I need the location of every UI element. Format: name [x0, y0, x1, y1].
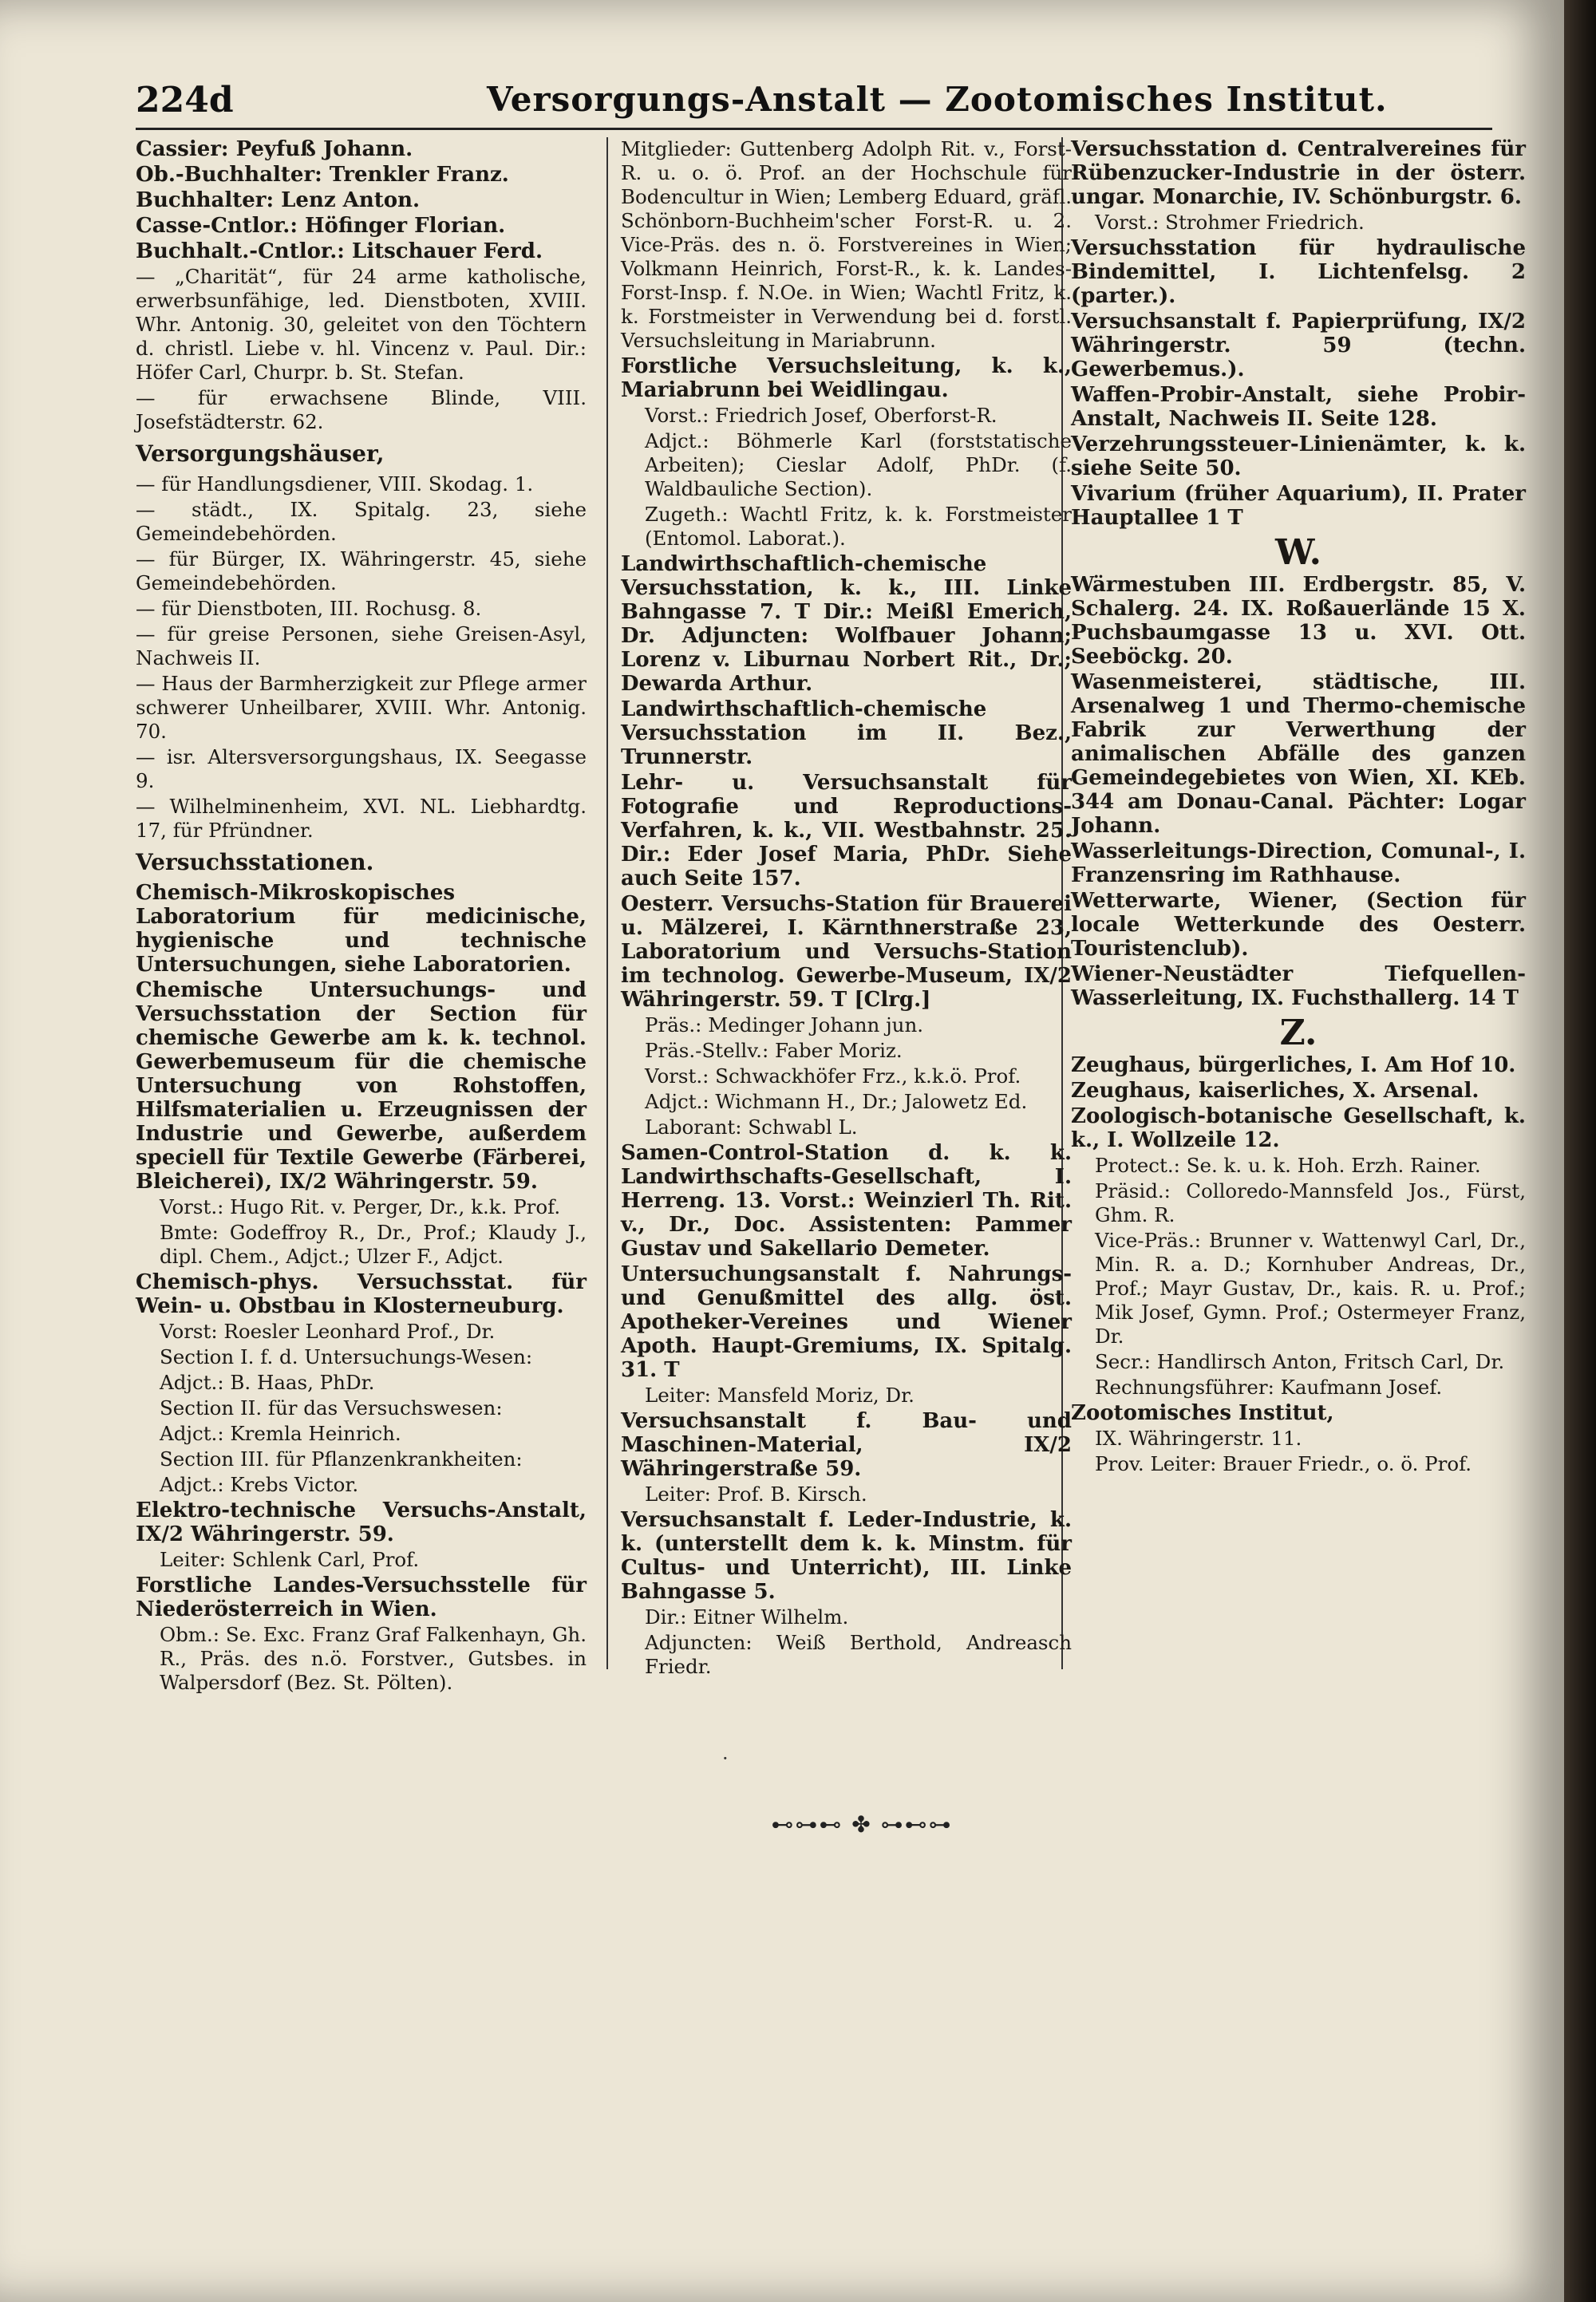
column-2	[621, 137, 1072, 1680]
entry: Forstliche Versuchsleitung, k. k., Mariabrunn bei Weidlingau.	[621, 354, 1072, 402]
entry: Zootomisches Institut,	[1071, 1401, 1334, 1425]
entry: Buchhalt.-Cntlor.: Litschauer Ferd.	[136, 239, 543, 263]
entry: Adjct.: Böhmerle Karl (forststatische Arbeiten); Cieslar Adolf, PhDr. (f. Waldbauliche Section).	[645, 429, 1072, 500]
entry: Vorst.: Friedrich Josef, Oberforst-R.	[645, 404, 998, 427]
entry: Section III. für Pflanzenkrankheiten:	[160, 1447, 523, 1471]
entry: Zeughaus, bürgerliches, I. Am Hof 10.	[1071, 1053, 1516, 1077]
section-heading: Versorgungshäuser,	[136, 440, 385, 467]
entry: Versuchsstation d. Centralvereines für Rübenzucker-Industrie in der österr. ungar. Monarchie, IV. Schönburgstr. 6.	[1071, 137, 1526, 209]
entry: Vorst.: Strohmer Friedrich.	[1095, 211, 1365, 234]
entry: Laborant: Schwabl L.	[645, 1115, 858, 1139]
entry: Landwirthschaftlich-chemische Versuchsstation im II. Bez., Trunnerstr.	[621, 697, 1072, 769]
entry: — für Handlungsdiener, VIII. Skodag. 1.	[136, 472, 534, 496]
entry: Wiener-Neustädter Tiefquellen-Wasserleitung, IX. Fuchsthallerg. 14 T	[1071, 962, 1526, 1010]
entry: — für Dienstboten, III. Rochusg. 8.	[136, 597, 482, 620]
entry: Oesterr. Versuchs-Station für Brauerei u. Mälzerei, I. Kärnthnerstraße 23, Laboratorium und Versuchs-Station im technolog. Gewerbe-Museum, IX/2 Währingerstr. 59. T [Clrg.]	[621, 892, 1072, 1012]
column-rule-1	[606, 137, 608, 1669]
entry: Dir.: Eitner Wilhelm.	[645, 1605, 849, 1629]
entry: — Wilhelminenheim, XVI. NL. Liebhardtg. 17, für Pfründner.	[136, 795, 587, 842]
entry: Versuchsanstalt f. Bau- und Maschinen-Material, IX/2 Währingerstraße 59.	[621, 1409, 1072, 1481]
entry: Bmte: Godeffroy R., Dr., Prof.; Klaudy J., dipl. Chem., Adjct.; Ulzer F., Adjct.	[160, 1221, 587, 1268]
entry: — Haus der Barmherzigkeit zur Pflege armer schwerer Unheilbarer, XVIII. Whr. Antonig. 70.	[136, 672, 587, 743]
entry: — für erwachsene Blinde, VIII. Josefstädterstr. 62.	[136, 386, 587, 433]
entry: Adjct.: B. Haas, PhDr.	[160, 1371, 375, 1394]
entry: Versuchsanstalt f. Leder-Industrie, k. k. (unterstellt dem k. k. Minstm. für Cultus- und Unterricht), III. Linke Bahngasse 5.	[621, 1508, 1072, 1604]
entry: Präs.-Stellv.: Faber Moriz.	[645, 1039, 903, 1062]
entry: Ob.-Buchhalter: Trenkler Franz.	[136, 163, 509, 187]
entry: Adjct.: Krebs Victor.	[160, 1473, 359, 1496]
entry: Section II. für das Versuchswesen:	[160, 1396, 503, 1420]
entry: Buchhalter: Lenz Anton.	[136, 188, 421, 212]
entry: Zeughaus, kaiserliches, X. Arsenal.	[1071, 1079, 1479, 1103]
section-heading: Versuchsstationen.	[136, 849, 374, 875]
entry: Adjuncten: Weiß Berthold, Andreasch Friedr.	[645, 1631, 1072, 1678]
entry: Präsid.: Colloredo-Mannsfeld Jos., Fürst, Ghm. R.	[1095, 1179, 1526, 1226]
entry: Verzehrungssteuer-Linienämter, k. k. siehe Seite 50.	[1071, 432, 1526, 480]
column-1	[136, 137, 587, 1696]
entry: Secr.: Handlirsch Anton, Fritsch Carl, Dr.	[1095, 1350, 1505, 1373]
entry: Präs.: Medinger Johann jun.	[645, 1013, 924, 1036]
page-number: 224d	[136, 80, 234, 120]
letter-heading: W.	[1275, 532, 1321, 573]
entry: Vorst: Roesler Leonhard Prof., Dr.	[160, 1320, 496, 1343]
entry: Protect.: Se. k. u. k. Hoh. Erzh. Rainer.	[1095, 1154, 1481, 1177]
entry: Versuchsstation für hydraulische Bindemittel, I. Lichtenfelsg. 2 (parter.).	[1071, 236, 1526, 308]
entry: — „Charität“, für 24 arme katholische, erwerbsunfähige, led. Dienstboten, XVIII. Whr. Antonig. 30, geleitet von den Töchtern d. christl. Liebe v. hl. Vincenz v. Paul. Dir.: Höfer Carl, Churpr. b. St. Stefan.	[136, 265, 587, 384]
entry: Leiter: Schlenk Carl, Prof.	[160, 1548, 420, 1571]
entry: — isr. Altersversorgungshaus, IX. Seegasse 9.	[136, 745, 587, 792]
entry: Rechnungsführer: Kaufmann Josef.	[1095, 1376, 1443, 1399]
entry: — für greise Personen, siehe Greisen-Asyl, Nachweis II.	[136, 622, 587, 669]
stray-dot: ·	[722, 1747, 729, 1770]
page-header	[136, 80, 1492, 130]
entry: Leiter: Prof. B. Kirsch.	[645, 1483, 867, 1506]
running-title: Versorgungs-Anstalt — Zootomisches Institut.	[487, 80, 1388, 119]
entry: Adjct.: Wichmann H., Dr.; Jalowetz Ed.	[645, 1090, 1028, 1113]
entry: Vice-Präs.: Brunner v. Wattenwyl Carl, Dr., Min. R. a. D.; Kornhuber Andreas, Dr., Prof.; Mayr Gustav, Dr., kais. R. u. Prof.; Mik Josef, Gymn. Prof.; Ostermeyer Franz, Dr.	[1095, 1229, 1526, 1348]
entry: Waffen-Probir-Anstalt, siehe Probir-Anstalt, Nachweis II. Seite 128.	[1071, 383, 1526, 431]
entry: Vivarium (früher Aquarium), II. Prater Hauptallee 1 T	[1071, 482, 1526, 530]
entry: Leiter: Mansfeld Moriz, Dr.	[645, 1384, 915, 1407]
end-ornament: ⊷⊶⊷ ✤ ⊶⊷⊶	[771, 1811, 953, 1838]
entry: Wasenmeisterei, städtische, III. Arsenalweg 1 und Thermo-chemische Fabrik zur Verwerthung der animalischen Abfälle des ganzen Gemeindegebietes von Wien, XI. KEb. 344 am Donau-Canal. Pächter: Logar Johann.	[1071, 670, 1526, 838]
entry: — städt., IX. Spitalg. 23, siehe Gemeindebehörden.	[136, 498, 587, 545]
entry: Wasserleitungs-Direction, Comunal-, I. Franzensring im Rathhause.	[1071, 839, 1526, 887]
entry: Landwirthschaftlich-chemische Versuchsstation, k. k., III. Linke Bahngasse 7. T Dir.: Meißl Emerich, Dr. Adjuncten: Wolfbauer Johann; Lorenz v. Liburnau Norbert Rit., Dr.; Dewarda Arthur.	[621, 552, 1072, 696]
entry: Zoologisch-botanische Gesellschaft, k. k., I. Wollzeile 12.	[1071, 1104, 1526, 1152]
entry: Chemisch-phys. Versuchsstat. für Wein- u. Obstbau in Klosterneuburg.	[136, 1270, 587, 1318]
entry: Versuchsanstalt f. Papierprüfung, IX/2 Währingerstr. 59 (techn. Gewerbemus.).	[1071, 310, 1526, 381]
page-binding-edge	[1564, 0, 1596, 2302]
entry: IX. Währingerstr. 11.	[1095, 1427, 1302, 1450]
entry: Chemische Untersuchungs- und Versuchsstation der Section für chemische Gewerbe am k. k. technol. Gewerbemuseum für die chemische Untersuchung von Rohstoffen, Hilfsmaterialien u. Erzeugnissen der Industrie und Gewerbe, außerdem speciell für Textile Gewerbe (Färberei, Bleicherei), IX/2 Währingerstr. 59.	[136, 978, 587, 1194]
entry: Elektro-technische Versuchs-Anstalt, IX/2 Währingerstr. 59.	[136, 1498, 587, 1546]
entry: Prov. Leiter: Brauer Friedr., o. ö. Prof.	[1095, 1452, 1472, 1475]
letter-heading: Z.	[1279, 1013, 1317, 1053]
entry: Vorst.: Hugo Rit. v. Perger, Dr., k.k. Prof.	[160, 1195, 561, 1218]
entry: — für Bürger, IX. Währingerstr. 45, siehe Gemeindebehörden.	[136, 547, 587, 594]
entry: Wärmestuben III. Erdbergstr. 85, V. Schalerg. 24. IX. Roßauerlände 15 X. Puchsbaumgasse 13 u. XVI. Ott. Seeböckg. 20.	[1071, 573, 1526, 669]
column-3	[1071, 137, 1526, 1478]
entry: Untersuchungsanstalt f. Nahrungs- und Genußmittel des allg. öst. Apotheker-Vereines und Wiener Apoth. Haupt-Gremiums, IX. Spitalg. 31. T	[621, 1262, 1072, 1382]
entry: Wetterwarte, Wiener, (Section für locale Wetterkunde des Oesterr. Touristenclub).	[1071, 889, 1526, 961]
entry: Samen-Control-Station d. k. k. Landwirthschafts-Gesellschaft, I. Herreng. 13. Vorst.: Weinzierl Th. Rit. v., Dr., Doc. Assistenten: Pammer Gustav und Sakellario Demeter.	[621, 1141, 1072, 1261]
entry: Chemisch-Mikroskopisches Laboratorium für medicinische, hygienische und technische Untersuchungen, siehe Laboratorien.	[136, 881, 587, 977]
entry: Section I. f. d. Untersuchungs-Wesen:	[160, 1345, 533, 1368]
entry: Obm.: Se. Exc. Franz Graf Falkenhayn, Gh. R., Präs. des n.ö. Forstver., Gutsbes. in Walpersdorf (Bez. St. Pölten).	[160, 1623, 587, 1694]
entry: Adjct.: Kremla Heinrich.	[160, 1422, 401, 1445]
entry: Vorst.: Schwackhöfer Frz., k.k.ö. Prof.	[645, 1064, 1021, 1088]
entry: Cassier: Peyfuß Johann.	[136, 137, 413, 161]
entry: Zugeth.: Wachtl Fritz, k. k. Forstmeister (Entomol. Laborat.).	[645, 503, 1072, 550]
entry: Lehr- u. Versuchsanstalt für Fotografie und Reproductions-Verfahren, k. k., VII. Westbahnstr. 25. Dir.: Eder Josef Maria, PhDr. Siehe auch Seite 157.	[621, 771, 1072, 890]
entry: Mitglieder: Guttenberg Adolph Rit. v., Forst-R. u. o. ö. Prof. an der Hochschule für Bodencultur in Wien; Lemberg Eduard, gräfl. Schönborn-Buchheim'scher Forst-R. u. 2. Vice-Präs. des n. ö. Forstvereines in Wien; Volkmann Heinrich, Forst-R., k. k. Landes-Forst-Insp. f. N.Oe. in Wien; Wachtl Fritz, k. k. Forstmeister in Verwendung bei d. forstl. Versuchsleitung in Mariabrunn.	[621, 137, 1072, 352]
entry: Forstliche Landes-Versuchsstelle für Niederösterreich in Wien.	[136, 1573, 587, 1621]
entry: Casse-Cntlor.: Höfinger Florian.	[136, 214, 506, 238]
